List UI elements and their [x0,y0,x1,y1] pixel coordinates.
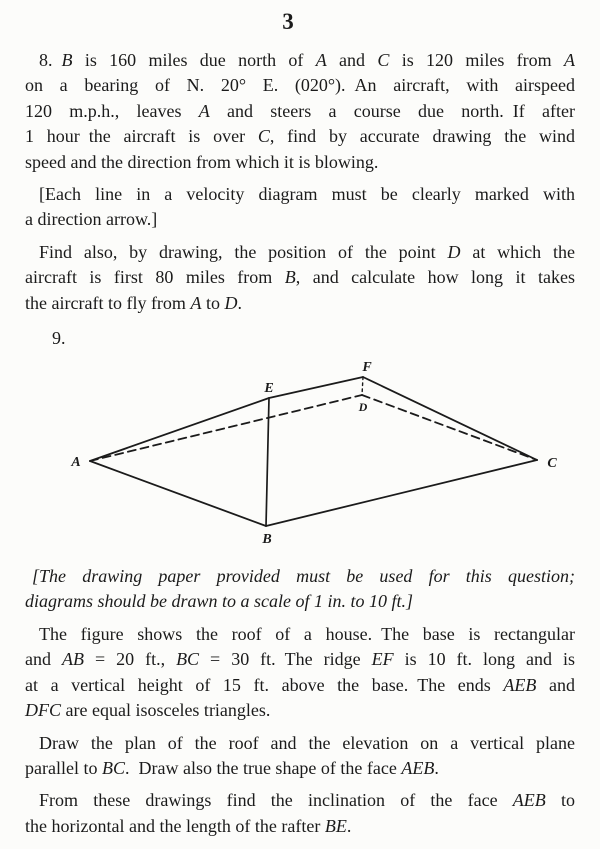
vertex-label-D: D [358,399,368,414]
problem-9-find-instruction [25,788,575,839]
text-line: and AB = 20 ft., BC = 30 ft. The ridge EF is 10 ft. long and is [25,649,575,670]
roof-figure-svg [25,351,600,557]
page-number-text: 3 [282,9,294,34]
text-line: DFC are equal isosceles triangles. [25,700,271,721]
problem-9-draw-instruction [25,731,575,782]
roof-edge-FC [363,377,537,460]
page-number [0,9,600,35]
text-line: a direction arrow.] [25,209,158,230]
text-line: parallel to BC. Draw also the true shape of the face AEB. [25,757,439,778]
vertex-label-C: C [547,456,557,472]
text-line: 1 hour the aircraft is over C, find by accurate drawing the wind [25,126,575,147]
vertex-label-A: A [71,455,81,471]
vertex-label-F: F [362,360,372,376]
text-line: at a vertical height of 15 ft. above the base. The ends AEB and [25,674,575,695]
text-line: the aircraft to fly from A to D. [25,292,242,313]
text-line: diagrams should be drawn to a scale of 1 in. to 10 ft.] [25,591,414,612]
problem-9-number: 9. [52,328,66,349]
problem-9-paper-note [25,564,575,615]
vertex-label-E: E [264,381,274,397]
roof-edge-AB [90,461,266,526]
text-line: 8. B is 160 miles due north of A and C is 120 miles from A [39,50,575,70]
text-line: the horizontal and the length of the rafter BE. [25,815,352,836]
text-line: Draw the plan of the roof and the elevation on a vertical plane [39,732,575,753]
text-line: aircraft is first 80 miles from B, and calculate how long it takes [25,267,575,288]
roof-edge-BC [266,460,537,526]
roof-edge-FD-hidden [362,377,363,395]
text-line: [The drawing paper provided must be used for this question; [32,566,575,587]
page-content [25,48,575,839]
problem-8-find-also [25,240,575,316]
roof-edge-DC-hidden [362,395,537,460]
roof-edge-EF [269,377,363,398]
text-line: 120 m.p.h., leaves A and steers a course due north. If after [25,100,575,121]
problem-9-statement [25,622,575,724]
text-line: From these drawings find the inclination of the face AEB to [39,790,575,811]
text-line: on a bearing of N. 20° E. (020°). An aircraft, with airspeed [25,75,575,96]
roof-edge-AD-hidden [90,395,362,461]
problem-8-statement [25,48,575,175]
roof-figure [25,351,575,557]
problem-8-velocity-note [25,182,575,233]
text-line: [Each line in a velocity diagram must be clearly marked with [39,184,575,205]
text-line: The figure shows the roof of a house. The base is rectangular [39,623,575,644]
vertex-label-B: B [262,532,272,548]
roof-edge-AE [90,398,269,461]
text-line: speed and the direction from which it is blowing. [25,151,379,172]
text-line: Find also, by drawing, the position of the point D at which the [39,241,575,262]
